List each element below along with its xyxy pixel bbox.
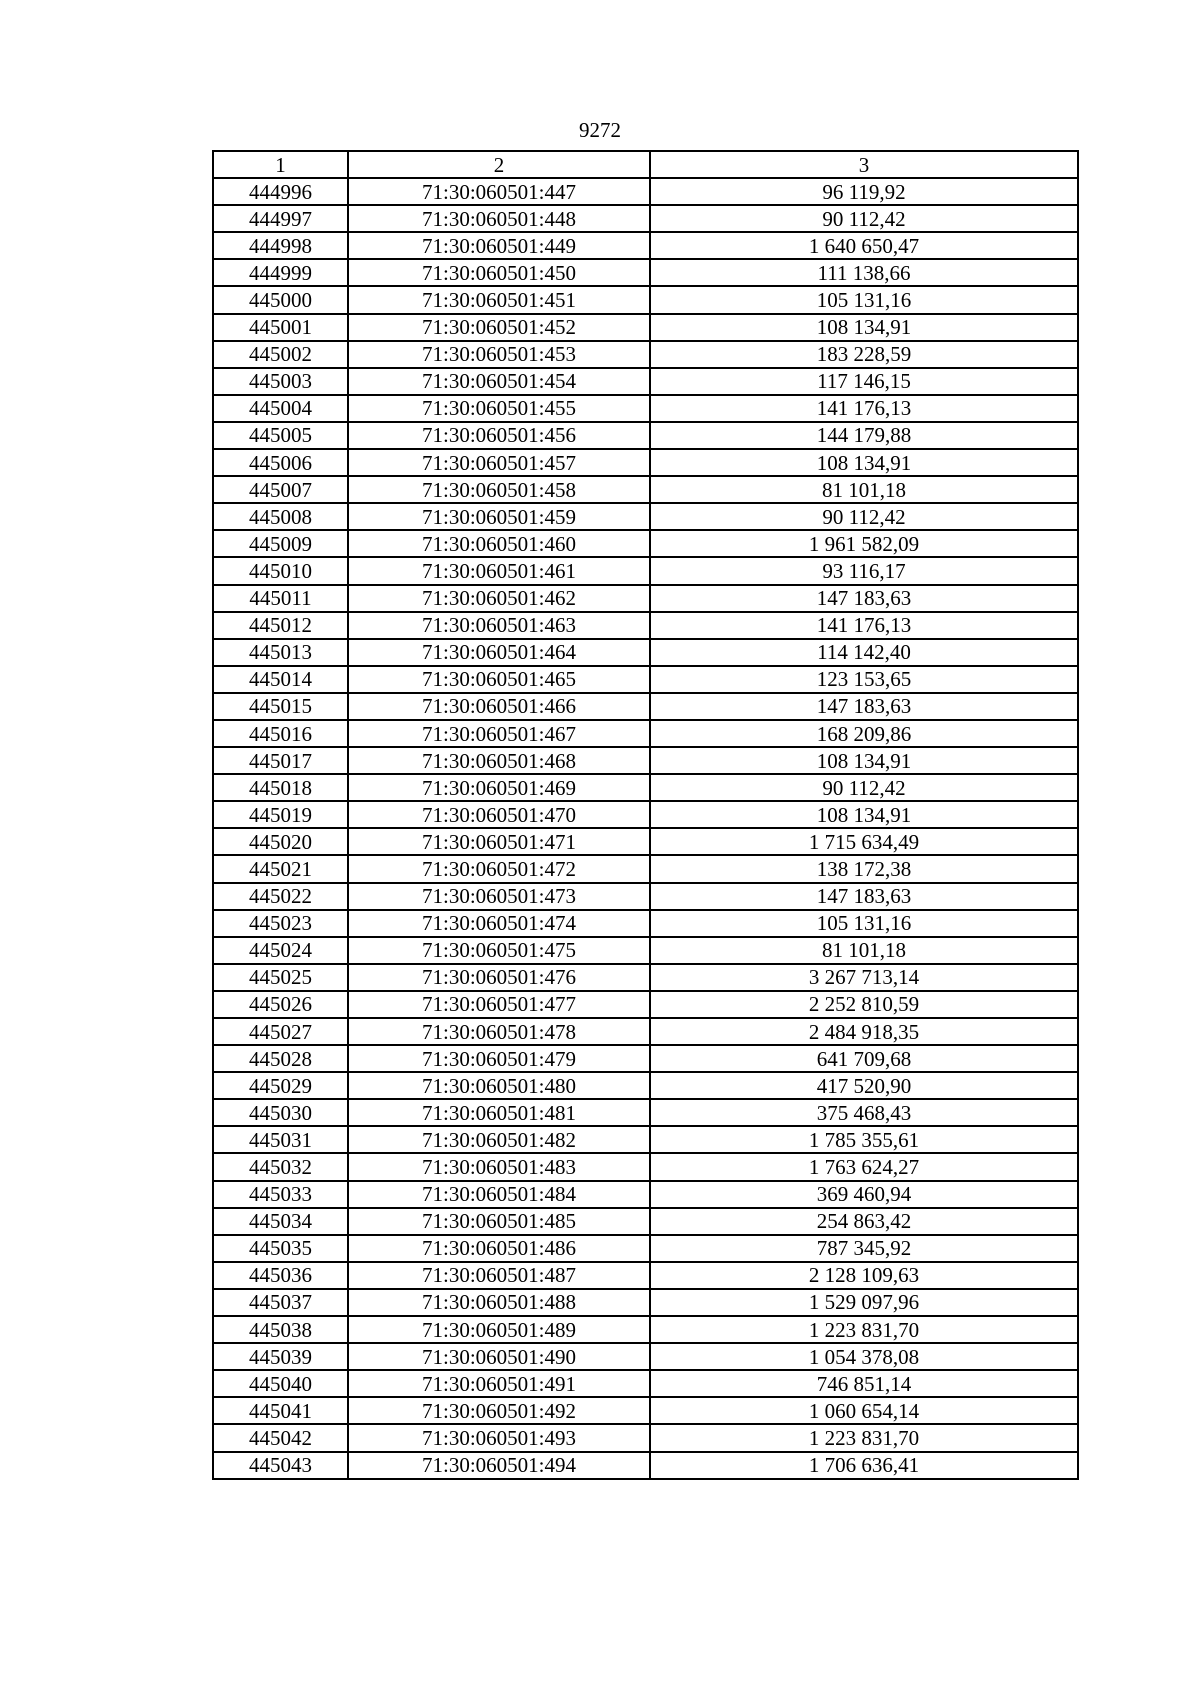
record-number-cell: 445016 [213,720,348,747]
table-row [213,476,1078,503]
record-number-cell: 445002 [213,341,348,368]
cadastral-number-cell: 71:30:060501:487 [348,1262,650,1289]
column-header-2: 2 [348,151,650,178]
cadastral-number-cell: 71:30:060501:482 [348,1126,650,1153]
table-row [213,395,1078,422]
value-cell: 2 484 918,35 [650,1018,1078,1045]
cadastral-number-cell: 71:30:060501:465 [348,666,650,693]
cadastral-number-cell: 71:30:060501:447 [348,178,650,205]
record-number-cell: 445000 [213,286,348,313]
value-cell: 105 131,16 [650,910,1078,937]
value-cell: 108 134,91 [650,801,1078,828]
value-cell: 2 252 810,59 [650,991,1078,1018]
value-cell: 1 785 355,61 [650,1126,1078,1153]
record-number-cell: 445038 [213,1316,348,1343]
value-cell: 108 134,91 [650,747,1078,774]
cadastral-number-cell: 71:30:060501:469 [348,774,650,801]
table-row [213,1316,1078,1343]
table-row [213,1045,1078,1072]
value-cell: 138 172,38 [650,855,1078,882]
value-cell: 2 128 109,63 [650,1262,1078,1289]
record-number-cell: 445041 [213,1397,348,1424]
column-header-3: 3 [650,151,1078,178]
value-cell: 1 961 582,09 [650,530,1078,557]
page-number: 9272 [579,118,621,142]
cadastral-number-cell: 71:30:060501:459 [348,503,650,530]
table-row [213,1343,1078,1370]
value-cell: 3 267 713,14 [650,964,1078,991]
table-row [213,503,1078,530]
cadastral-number-cell: 71:30:060501:489 [348,1316,650,1343]
table-row [213,1153,1078,1180]
registry-table [212,150,1079,1480]
cadastral-number-cell: 71:30:060501:473 [348,883,650,910]
cadastral-number-cell: 71:30:060501:485 [348,1208,650,1235]
record-number-cell: 445022 [213,883,348,910]
record-number-cell: 445010 [213,557,348,584]
record-number-cell: 445029 [213,1072,348,1099]
cadastral-number-cell: 71:30:060501:478 [348,1018,650,1045]
value-cell: 369 460,94 [650,1181,1078,1208]
table-row [213,449,1078,476]
record-number-cell: 445003 [213,368,348,395]
table-row [213,1289,1078,1316]
record-number-cell: 445039 [213,1343,348,1370]
record-number-cell: 445034 [213,1208,348,1235]
table-row [213,1126,1078,1153]
value-cell: 108 134,91 [650,449,1078,476]
cadastral-number-cell: 71:30:060501:458 [348,476,650,503]
value-cell: 1 529 097,96 [650,1289,1078,1316]
record-number-cell: 445042 [213,1424,348,1451]
value-cell: 1 706 636,41 [650,1452,1078,1479]
cadastral-number-cell: 71:30:060501:494 [348,1452,650,1479]
value-cell: 144 179,88 [650,422,1078,449]
table-row [213,1235,1078,1262]
record-number-cell: 445021 [213,855,348,882]
table-row [213,422,1078,449]
cadastral-number-cell: 71:30:060501:483 [348,1153,650,1180]
cadastral-number-cell: 71:30:060501:471 [348,828,650,855]
record-number-cell: 445001 [213,314,348,341]
cadastral-number-cell: 71:30:060501:467 [348,720,650,747]
table-row [213,1072,1078,1099]
table-row [213,774,1078,801]
record-number-cell: 445019 [213,801,348,828]
record-number-cell: 445030 [213,1099,348,1126]
table-row [213,530,1078,557]
record-number-cell: 445035 [213,1235,348,1262]
cadastral-number-cell: 71:30:060501:464 [348,639,650,666]
value-cell: 1 223 831,70 [650,1424,1078,1451]
table-row [213,1018,1078,1045]
value-cell: 81 101,18 [650,937,1078,964]
record-number-cell: 445026 [213,991,348,1018]
table-row [213,1181,1078,1208]
record-number-cell: 445031 [213,1126,348,1153]
value-cell: 108 134,91 [650,314,1078,341]
record-number-cell: 445009 [213,530,348,557]
value-cell: 93 116,17 [650,557,1078,584]
cadastral-number-cell: 71:30:060501:472 [348,855,650,882]
cadastral-number-cell: 71:30:060501:488 [348,1289,650,1316]
value-cell: 1 054 378,08 [650,1343,1078,1370]
record-number-cell: 445025 [213,964,348,991]
cadastral-number-cell: 71:30:060501:448 [348,205,650,232]
record-number-cell: 444999 [213,259,348,286]
value-cell: 81 101,18 [650,476,1078,503]
value-cell: 147 183,63 [650,693,1078,720]
value-cell: 147 183,63 [650,585,1078,612]
cadastral-number-cell: 71:30:060501:486 [348,1235,650,1262]
record-number-cell: 445011 [213,585,348,612]
value-cell: 114 142,40 [650,639,1078,666]
cadastral-number-cell: 71:30:060501:492 [348,1397,650,1424]
record-number-cell: 445018 [213,774,348,801]
table-row [213,259,1078,286]
value-cell: 141 176,13 [650,395,1078,422]
table-row [213,964,1078,991]
record-number-cell: 444997 [213,205,348,232]
value-cell: 1 640 650,47 [650,232,1078,259]
cadastral-number-cell: 71:30:060501:463 [348,612,650,639]
cadastral-number-cell: 71:30:060501:484 [348,1181,650,1208]
record-number-cell: 445015 [213,693,348,720]
table-row [213,557,1078,584]
record-number-cell: 445012 [213,612,348,639]
table-row [213,1262,1078,1289]
cadastral-number-cell: 71:30:060501:480 [348,1072,650,1099]
table-row [213,612,1078,639]
cadastral-number-cell: 71:30:060501:479 [348,1045,650,1072]
record-number-cell: 445027 [213,1018,348,1045]
record-number-cell: 445004 [213,395,348,422]
value-cell: 123 153,65 [650,666,1078,693]
value-cell: 1 223 831,70 [650,1316,1078,1343]
cadastral-number-cell: 71:30:060501:457 [348,449,650,476]
record-number-cell: 445005 [213,422,348,449]
table-row [213,693,1078,720]
table-row [213,205,1078,232]
table-row [213,828,1078,855]
table-header-row [213,151,1078,178]
record-number-cell: 444996 [213,178,348,205]
value-cell: 117 146,15 [650,368,1078,395]
cadastral-number-cell: 71:30:060501:481 [348,1099,650,1126]
value-cell: 105 131,16 [650,286,1078,313]
cadastral-number-cell: 71:30:060501:466 [348,693,650,720]
value-cell: 1 715 634,49 [650,828,1078,855]
table-row [213,1452,1078,1479]
table-row [213,1208,1078,1235]
cadastral-number-cell: 71:30:060501:490 [348,1343,650,1370]
cadastral-number-cell: 71:30:060501:493 [348,1424,650,1451]
value-cell: 746 851,14 [650,1370,1078,1397]
cadastral-number-cell: 71:30:060501:456 [348,422,650,449]
table-row [213,232,1078,259]
cadastral-number-cell: 71:30:060501:454 [348,368,650,395]
table-row [213,314,1078,341]
table-row [213,801,1078,828]
cadastral-number-cell: 71:30:060501:451 [348,286,650,313]
record-number-cell: 445024 [213,937,348,964]
table-row [213,747,1078,774]
record-number-cell: 445023 [213,910,348,937]
cadastral-number-cell: 71:30:060501:475 [348,937,650,964]
record-number-cell: 445036 [213,1262,348,1289]
table-row [213,341,1078,368]
table-row [213,937,1078,964]
table-row [213,368,1078,395]
value-cell: 90 112,42 [650,205,1078,232]
value-cell: 417 520,90 [650,1072,1078,1099]
cadastral-number-cell: 71:30:060501:452 [348,314,650,341]
record-number-cell: 444998 [213,232,348,259]
record-number-cell: 445006 [213,449,348,476]
record-number-cell: 445017 [213,747,348,774]
record-number-cell: 445040 [213,1370,348,1397]
column-header-1: 1 [213,151,348,178]
value-cell: 787 345,92 [650,1235,1078,1262]
table-row [213,855,1078,882]
cadastral-number-cell: 71:30:060501:474 [348,910,650,937]
record-number-cell: 445037 [213,1289,348,1316]
record-number-cell: 445008 [213,503,348,530]
record-number-cell: 445013 [213,639,348,666]
table-row [213,1099,1078,1126]
table-row [213,1370,1078,1397]
record-number-cell: 445033 [213,1181,348,1208]
value-cell: 141 176,13 [650,612,1078,639]
value-cell: 90 112,42 [650,503,1078,530]
cadastral-number-cell: 71:30:060501:491 [348,1370,650,1397]
value-cell: 641 709,68 [650,1045,1078,1072]
cadastral-number-cell: 71:30:060501:450 [348,259,650,286]
record-number-cell: 445020 [213,828,348,855]
value-cell: 375 468,43 [650,1099,1078,1126]
table-row [213,178,1078,205]
record-number-cell: 445007 [213,476,348,503]
cadastral-number-cell: 71:30:060501:449 [348,232,650,259]
table-row [213,883,1078,910]
cadastral-number-cell: 71:30:060501:455 [348,395,650,422]
cadastral-number-cell: 71:30:060501:462 [348,585,650,612]
table-row [213,1424,1078,1451]
table-row [213,910,1078,937]
value-cell: 96 119,92 [650,178,1078,205]
cadastral-number-cell: 71:30:060501:468 [348,747,650,774]
value-cell: 90 112,42 [650,774,1078,801]
cadastral-number-cell: 71:30:060501:460 [348,530,650,557]
cadastral-number-cell: 71:30:060501:461 [348,557,650,584]
value-cell: 111 138,66 [650,259,1078,286]
value-cell: 168 209,86 [650,720,1078,747]
value-cell: 254 863,42 [650,1208,1078,1235]
table-row [213,1397,1078,1424]
table-row [213,585,1078,612]
cadastral-number-cell: 71:30:060501:477 [348,991,650,1018]
record-number-cell: 445043 [213,1452,348,1479]
table-row [213,286,1078,313]
table-body [213,178,1078,1479]
table-row [213,666,1078,693]
table-row [213,991,1078,1018]
value-cell: 147 183,63 [650,883,1078,910]
cadastral-number-cell: 71:30:060501:476 [348,964,650,991]
record-number-cell: 445032 [213,1153,348,1180]
record-number-cell: 445014 [213,666,348,693]
cadastral-number-cell: 71:30:060501:470 [348,801,650,828]
value-cell: 183 228,59 [650,341,1078,368]
record-number-cell: 445028 [213,1045,348,1072]
cadastral-number-cell: 71:30:060501:453 [348,341,650,368]
value-cell: 1 763 624,27 [650,1153,1078,1180]
value-cell: 1 060 654,14 [650,1397,1078,1424]
table-row [213,720,1078,747]
table-row [213,639,1078,666]
